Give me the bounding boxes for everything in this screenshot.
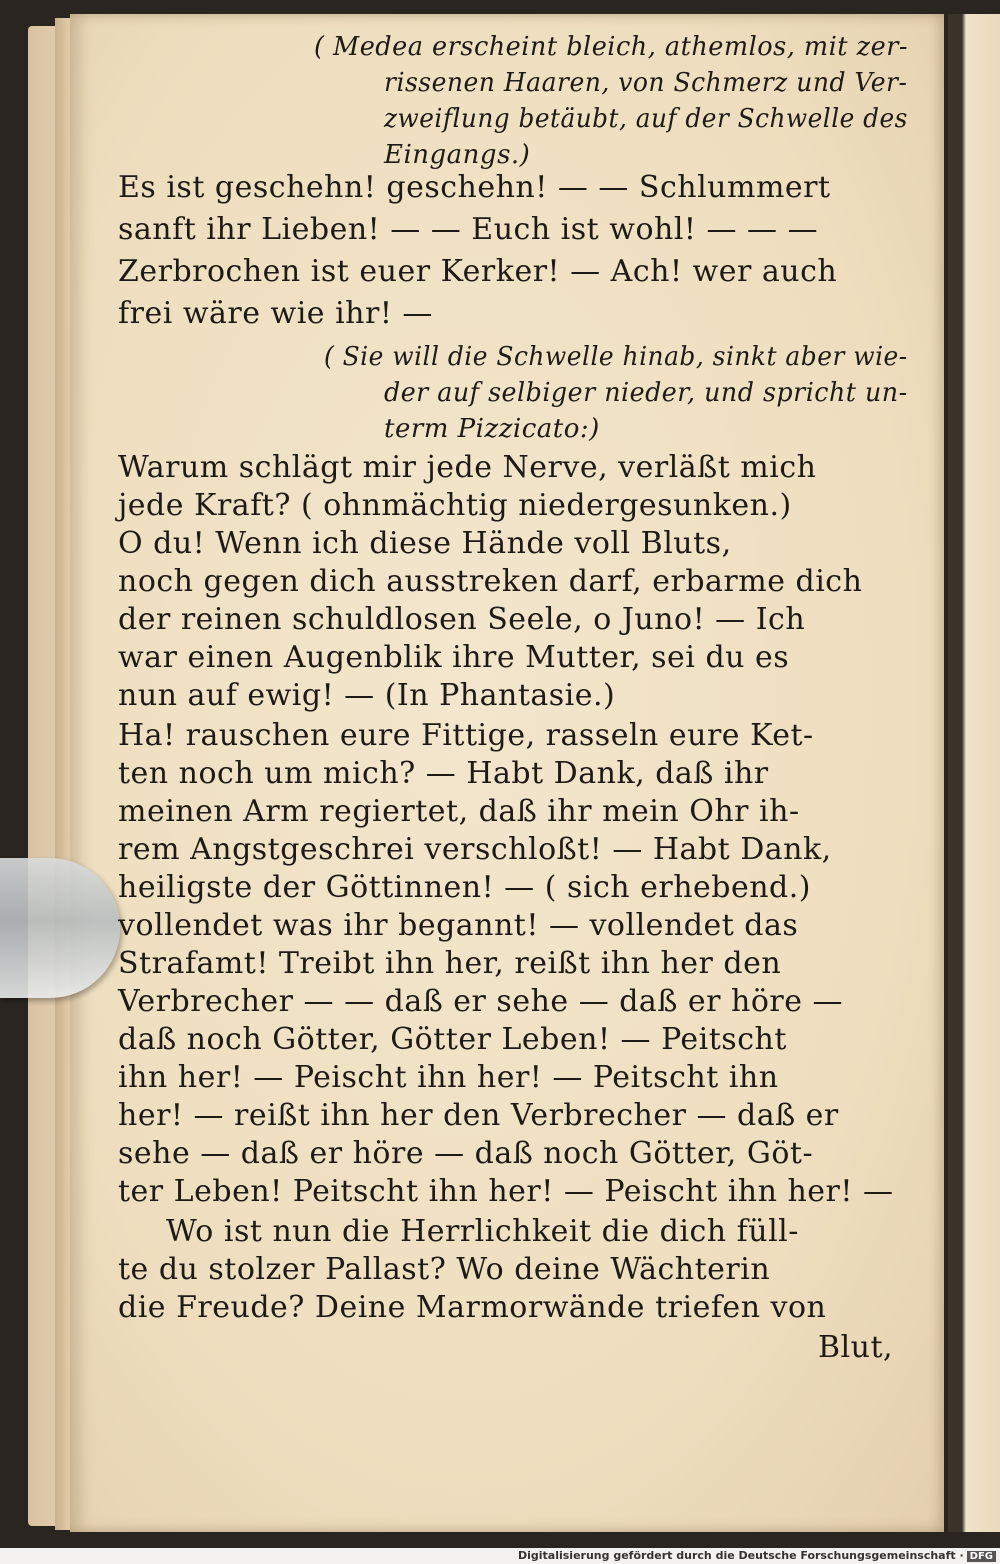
text-line: Verbrecher — — daß er sehe — daß er höre — (118, 984, 844, 1019)
text-line: Es ist geschehn! geschehn! — — Schlummert (118, 170, 831, 205)
text-line: zweiflung betäubt, auf der Schwelle des (384, 104, 908, 134)
text-line: frei wäre wie ihr! — (118, 296, 433, 331)
catchword: Blut, (818, 1330, 894, 1365)
text-line: Strafamt! Treibt ihn her, reißt ihn her den (118, 946, 782, 981)
text-line: der reinen schuldlosen Seele, o Juno! — Ich (118, 602, 806, 637)
text-line: noch gegen dich ausstreken darf, erbarme dich (118, 564, 863, 599)
footer-credit (518, 1549, 996, 1562)
facing-page-edge (948, 14, 1000, 1532)
text-line: ( Sie will die Schwelle hinab, sinkt aber wie- (324, 342, 908, 372)
text-line: Wo ist nun die Herrlichkeit die dich füll- (166, 1214, 799, 1249)
text-line: ten noch um mich? — Habt Dank, daß ihr (118, 756, 769, 791)
text-line: jede Kraft? ( ohnmächtig niedergesunken.) (118, 488, 792, 523)
text-line: rissenen Haaren, von Schmerz und Ver- (384, 68, 908, 98)
text-line: war einen Augenblik ihre Mutter, sei du es (118, 640, 790, 675)
text-line: daß noch Götter, Götter Leben! — Peitscht (118, 1022, 787, 1057)
text-line: sanft ihr Lieben! — — Euch ist wohl! — — — (118, 212, 819, 247)
text-line: O du! Wenn ich diese Hände voll Bluts, (118, 526, 732, 561)
text-line: Warum schlägt mir jede Nerve, verläßt mich (118, 450, 817, 485)
text-line: ( Medea erscheint bleich, athemlos, mit zer- (314, 32, 909, 62)
text-line: ihn her! — Peischt ihn her! — Peitscht ihn (118, 1060, 779, 1095)
text-line: nun auf ewig! — (In Phantasie.) (118, 678, 616, 713)
text-line: meinen Arm regiertet, daß ihr mein Ohr ih- (118, 794, 800, 829)
text-line: vollendet was ihr begannt! — vollendet das (118, 908, 799, 943)
text-line: te du stolzer Pallast? Wo deine Wächterin (118, 1252, 771, 1287)
text-line: her! — reißt ihn her den Verbrecher — daß er (118, 1098, 839, 1133)
text-line: rem Angstgeschrei verschloßt! — Habt Dank, (118, 832, 832, 867)
footer-credit-text: Digitalisierung gefördert durch die Deutsche Forschungsgemeinschaft · (517, 1549, 964, 1562)
text-line: Ha! rauschen eure Fittige, rasseln eure Ket- (118, 718, 814, 753)
text-line: der auf selbiger nieder, und spricht un- (384, 378, 908, 408)
text-line: term Pizzicato:) (384, 414, 600, 444)
text-line: sehe — daß er höre — daß noch Götter, Göt- (118, 1136, 814, 1171)
text-line: Zerbrochen ist euer Kerker! — Ach! wer auch (118, 254, 838, 289)
text-line: ter Leben! Peitscht ihn her! — Peischt ihn her! — (118, 1174, 894, 1209)
text-line: heiligste der Göttinnen! — ( sich erhebend.) (118, 870, 812, 905)
text-line: Eingangs.) (384, 140, 531, 170)
text-line: die Freude? Deine Marmorwände triefen von (118, 1290, 827, 1325)
dfg-logo: DFG (967, 1551, 996, 1562)
